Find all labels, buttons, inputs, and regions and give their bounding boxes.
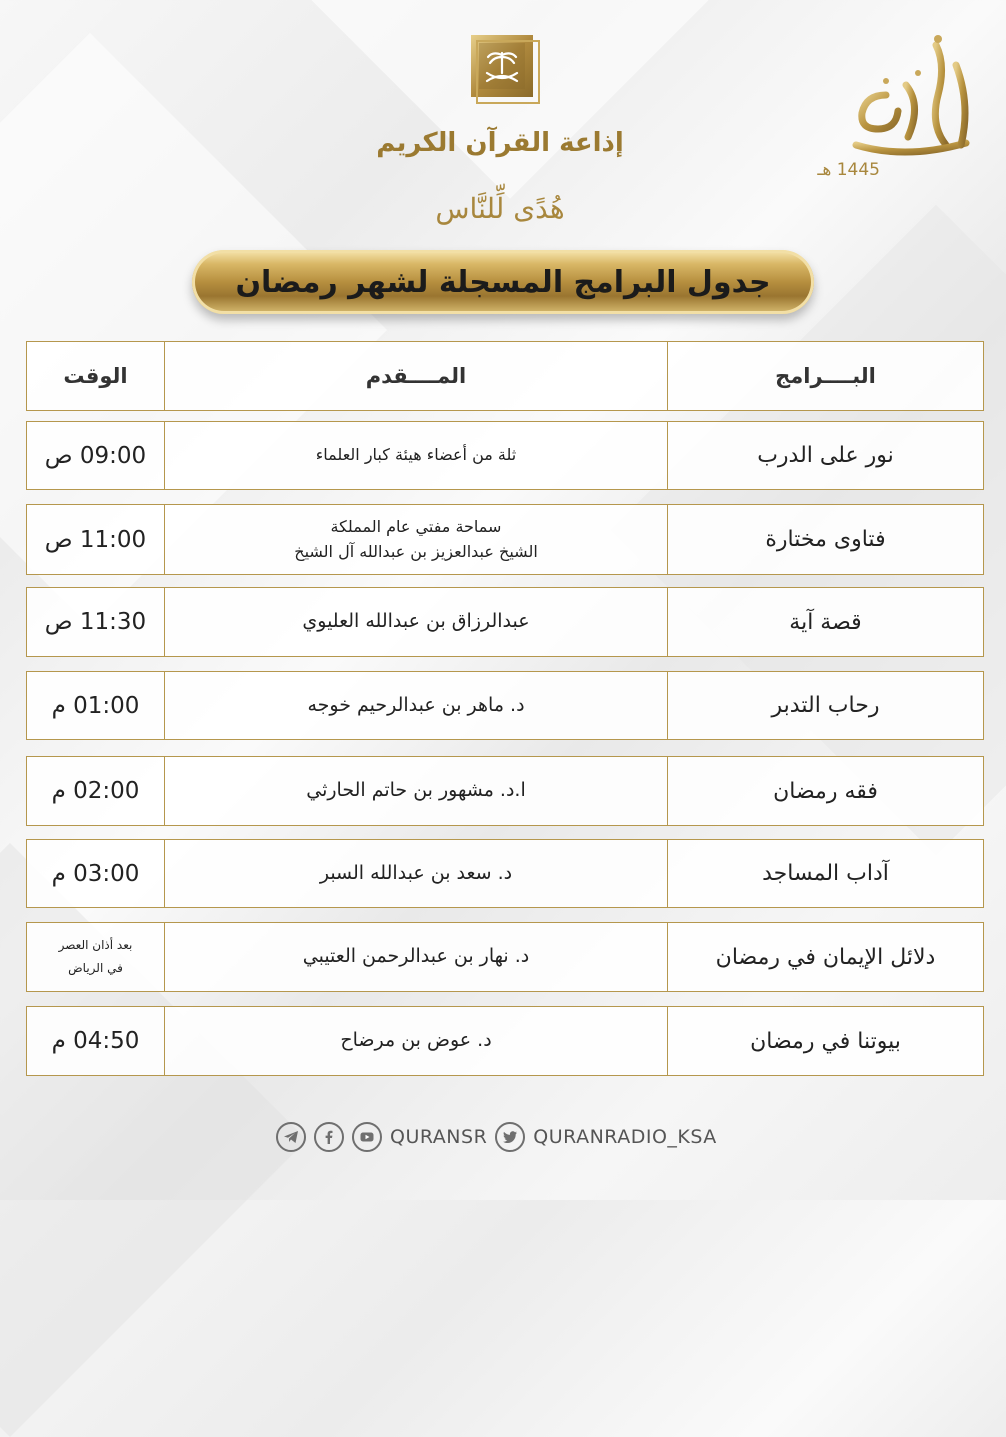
table-row xyxy=(26,1006,984,1076)
header-programs-cell xyxy=(668,341,984,411)
program-cell xyxy=(668,421,984,490)
program-name: آداب المساجد xyxy=(762,861,889,886)
presenter-cell xyxy=(165,587,668,657)
presenter-cell xyxy=(165,922,668,992)
presenter-name: ثلة من أعضاء هيئة كبار العلماء xyxy=(315,445,517,465)
time-cell xyxy=(26,671,165,740)
table-row xyxy=(26,504,984,575)
program-name: فتاوى مختارة xyxy=(765,527,886,552)
time-cell xyxy=(26,587,165,657)
presenter-name: د. سعد بن عبدالله السبر xyxy=(319,861,513,884)
time-value: 02:00 م xyxy=(51,778,140,804)
table-row xyxy=(26,922,984,992)
presenter-name: عبدالرزاق بن عبدالله العليوي xyxy=(302,610,530,633)
schedule-title-banner xyxy=(192,250,814,314)
social-handle-quransr[interactable]: QURANSR xyxy=(390,1126,488,1148)
program-cell xyxy=(668,504,984,575)
schedule-title: جدول البرامج المسجلة لشهر رمضان xyxy=(235,264,771,300)
presenter-cell xyxy=(165,504,668,575)
time-value: 11:30 ص xyxy=(44,609,147,635)
program-cell xyxy=(668,587,984,657)
program-cell xyxy=(668,839,984,908)
table-row xyxy=(26,756,984,826)
presenter-name: د. ماهر بن عبدالرحيم خوجه xyxy=(307,693,525,716)
slogan: هُدًى لِّلنَّاس xyxy=(435,192,565,225)
time-cell xyxy=(26,421,165,490)
social-footer xyxy=(276,1117,736,1157)
time-value: 03:00 م xyxy=(51,860,140,887)
header-time-cell xyxy=(26,341,165,411)
saudi-emblem-icon xyxy=(469,33,541,105)
time-value: 01:00 م xyxy=(51,692,140,719)
hijri-year: 1445 هـ xyxy=(817,160,880,180)
header-presenter: المــــقدم xyxy=(365,364,467,388)
table-row xyxy=(26,839,984,908)
facebook-icon[interactable] xyxy=(314,1122,344,1152)
time-note-line: في الرياض xyxy=(68,961,123,975)
presenter-cell xyxy=(165,756,668,826)
table-row xyxy=(26,671,984,740)
social-handle-quranradio[interactable]: QURANRADIO_KSA xyxy=(533,1126,717,1148)
time-cell xyxy=(26,839,165,908)
station-name: إذاعة القرآن الكريم xyxy=(376,128,624,158)
telegram-icon[interactable] xyxy=(276,1122,306,1152)
presenter-name: د. عوض بن مرضاح xyxy=(340,1029,492,1052)
time-cell xyxy=(26,756,165,826)
program-cell xyxy=(668,756,984,826)
presenter-name: الشيخ عبدالعزيز بن عبدالله آل الشيخ xyxy=(294,541,538,561)
table-row xyxy=(26,587,984,657)
program-name: رحاب التدبر xyxy=(771,693,880,718)
presenter-cell xyxy=(165,671,668,740)
time-value: 09:00 ص xyxy=(44,442,147,469)
program-cell xyxy=(668,922,984,992)
time-value: 11:00 ص xyxy=(44,526,147,553)
table-header-row xyxy=(26,341,984,411)
program-name: فقه رمضان xyxy=(773,778,878,804)
program-name: دلائل الإيمان في رمضان xyxy=(715,944,936,970)
time-cell xyxy=(26,504,165,575)
program-name: نور على الدرب xyxy=(757,443,894,468)
presenter-cell xyxy=(165,1006,668,1076)
presenter-title: سماحة مفتي عام المملكة xyxy=(330,516,502,536)
header-programs: البــــرامج xyxy=(775,364,876,388)
program-cell xyxy=(668,1006,984,1076)
presenter-name: د. نهار بن عبدالرحمن العتيبي xyxy=(302,945,530,968)
header-presenter-cell xyxy=(165,341,668,411)
time-note-line: بعد أذان العصر xyxy=(58,938,133,953)
presenter-cell xyxy=(165,421,668,490)
program-cell xyxy=(668,671,984,740)
twitter-icon[interactable] xyxy=(495,1122,525,1152)
presenter-cell xyxy=(165,839,668,908)
presenter-name: ا.د. مشهور بن حاتم الحارثي xyxy=(306,779,526,802)
time-cell xyxy=(26,1006,165,1076)
youtube-icon[interactable] xyxy=(352,1122,382,1152)
program-name: بيوتنا في رمضان xyxy=(750,1028,901,1054)
table-row xyxy=(26,421,984,490)
time-cell xyxy=(26,922,165,992)
time-value: 04:50 م xyxy=(51,1028,140,1054)
program-name: قصة آية xyxy=(789,609,862,635)
header-time: الوقت xyxy=(63,364,128,388)
